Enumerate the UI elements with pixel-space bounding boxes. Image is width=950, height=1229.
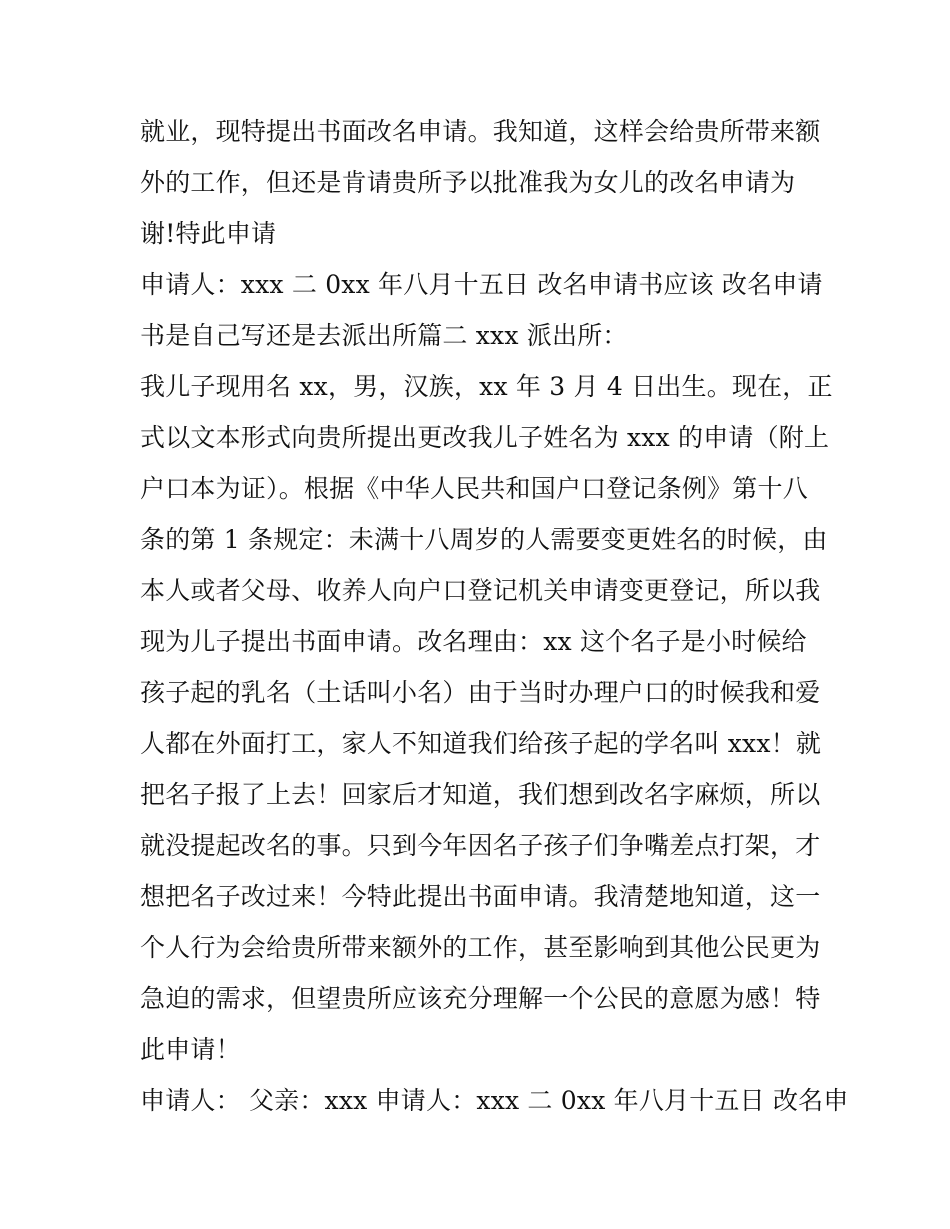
text-line: 就没提起改名的事。只到今年因名子孩子们争嘴差点打架，才	[140, 831, 821, 860]
text-line: 外的工作，但还是肯请贵所予以批准我为女儿的改名申请为	[140, 168, 796, 197]
text-line: 申请人： 父亲：xxx 申请人：xxx 二 0xx 年八月十五日 改名申	[140, 1086, 849, 1115]
text-line: 谢!特此申请	[140, 219, 277, 248]
text-line: 此申请！	[140, 1035, 241, 1064]
text-line: 本人或者父母、收养人向户口登记机关申请变更登记，所以我	[140, 576, 821, 605]
text-line: 想把名子改过来！今特此提出书面申请。我清楚地知道，这一	[140, 882, 821, 911]
text-line: 书是自己写还是去派出所篇二 xxx 派出所：	[140, 321, 628, 350]
text-line: 式以文本形式向贵所提出更改我儿子姓名为 xxx 的申请（附上	[140, 423, 830, 452]
text-line: 急迫的需求，但望贵所应该充分理解一个公民的意愿为感！特	[140, 984, 821, 1013]
text-line: 我儿子现用名 xx，男，汉族，xx 年 3 月 4 日出生。现在，正	[140, 372, 833, 401]
text-line: 孩子起的乳名（土话叫小名）由于当时办理户口的时候我和爱	[140, 678, 821, 707]
text-line: 申请人：xxx 二 0xx 年八月十五日 改名申请书应该 改名申请	[140, 270, 823, 299]
text-line: 把名子报了上去！回家后才知道，我们想到改名字麻烦，所以	[140, 780, 821, 809]
text-line: 就业，现特提出书面改名申请。我知道，这样会给贵所带来额	[140, 117, 821, 146]
text-line: 个人行为会给贵所带来额外的工作，甚至影响到其他公民更为	[140, 933, 821, 962]
document-body	[140, 106, 849, 1126]
text-line: 现为儿子提出书面申请。改名理由：xx 这个名子是小时候给	[140, 627, 807, 656]
text-line: 条的第 1 条规定：未满十八周岁的人需要变更姓名的时候，由	[140, 525, 828, 554]
text-line: 人都在外面打工，家人不知道我们给孩子起的学名叫 xxx！就	[140, 729, 822, 758]
text-line: 户口本为证）。根据《中华人民共和国户口登记条例》第十八	[140, 474, 808, 503]
